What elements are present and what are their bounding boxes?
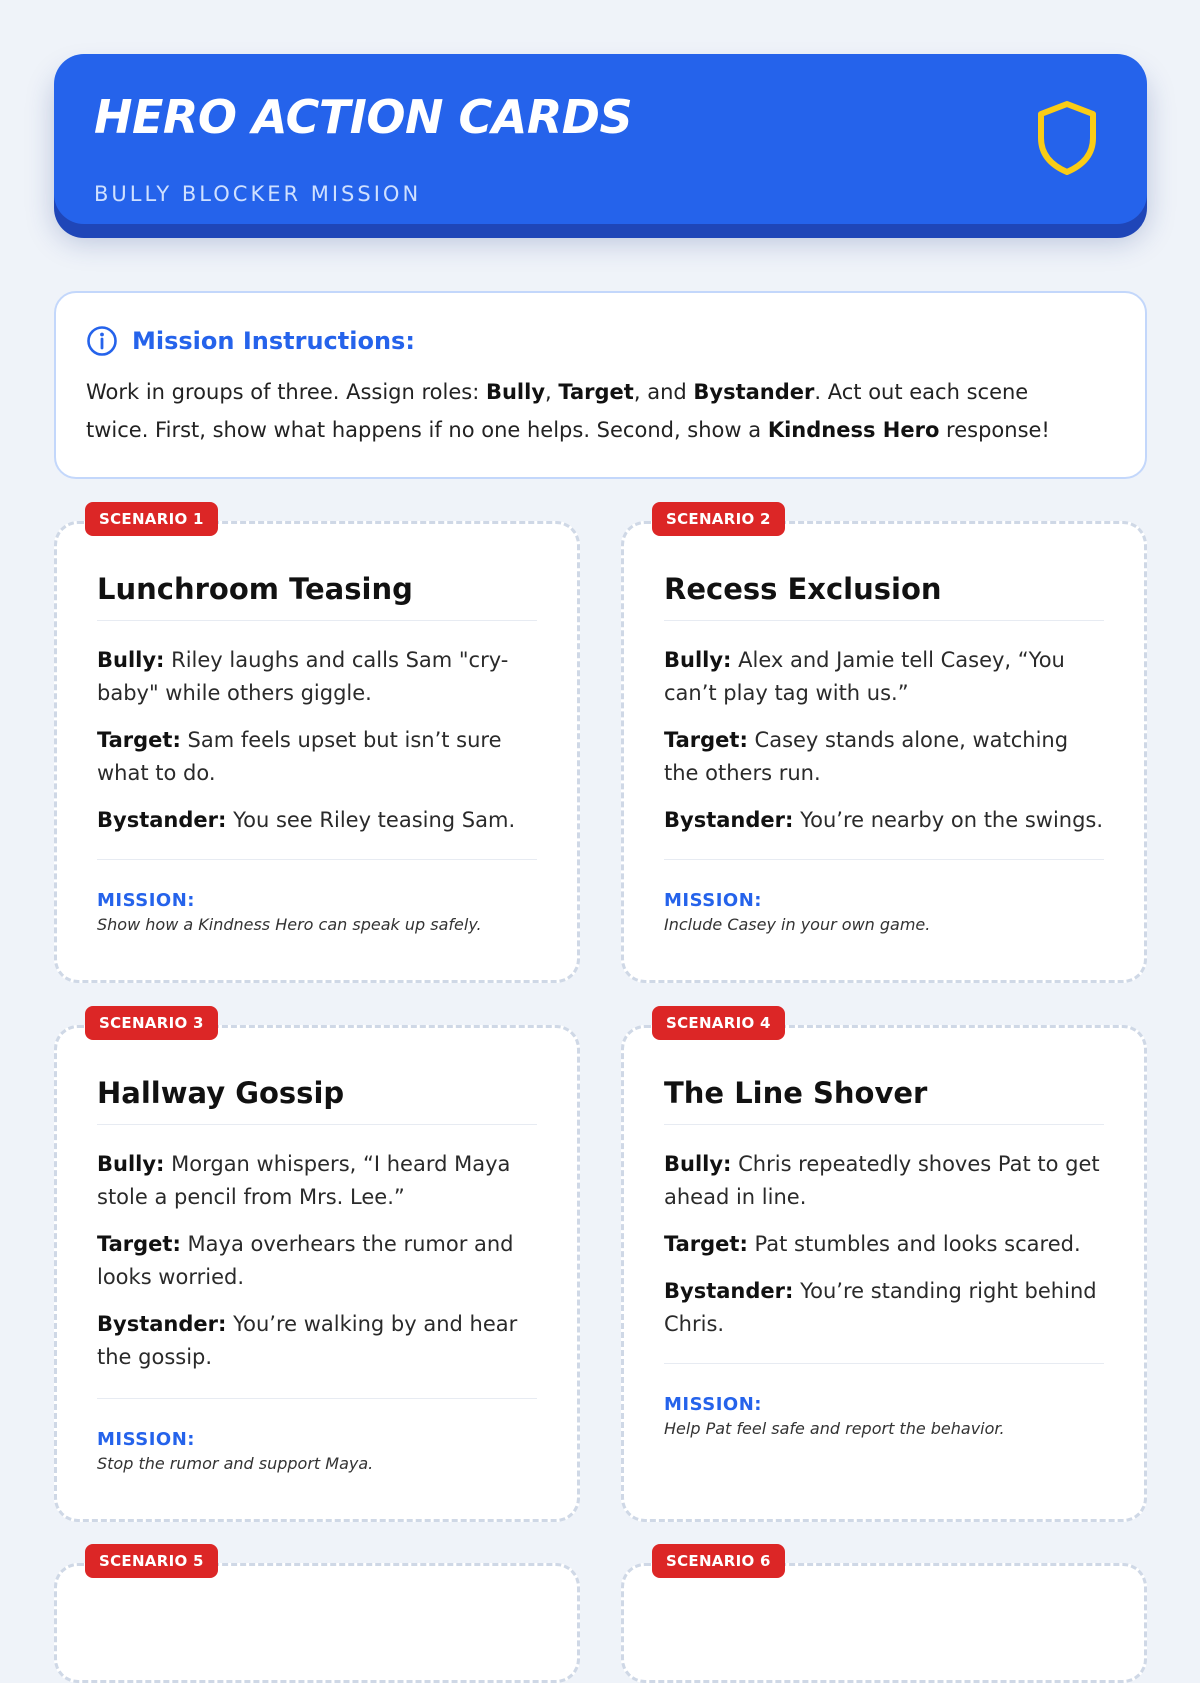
target-line (97, 724, 537, 790)
instructions-text-part: . Act out each scene twice. First, show what happens if no one helps. Second, show a (86, 380, 1029, 442)
mission-text: Include Casey in your own game. (664, 915, 931, 934)
mission-section (97, 859, 537, 934)
scenario-badge: SCENARIO 4 (652, 1006, 785, 1040)
info-icon (86, 325, 118, 357)
bystander-line (664, 804, 1104, 837)
scenario-badge: SCENARIO 3 (85, 1006, 218, 1040)
page-title: HERO ACTION CARDS (94, 90, 633, 144)
scenario-title: Hallway Gossip (97, 1076, 537, 1125)
scenario-roles (97, 1148, 537, 1388)
scenario-title: Recess Exclusion (664, 572, 1104, 621)
scenario-title: The Line Shover (664, 1076, 1104, 1125)
scenario-badge: SCENARIO 5 (85, 1544, 218, 1578)
mission-label: MISSION: (664, 890, 762, 911)
scenario-card (54, 510, 580, 983)
bully-text: Alex and Jamie tell Casey, “You can’t play tag with us.” (664, 648, 1065, 705)
scenario-badge: SCENARIO 2 (652, 502, 785, 536)
target-line (664, 1228, 1104, 1261)
mission-text: Show how a Kindness Hero can speak up safely. (97, 915, 482, 934)
scenario-roles (97, 644, 537, 851)
scenario-badge: SCENARIO 1 (85, 502, 218, 536)
target-line (664, 724, 1104, 790)
bully-text: Chris repeatedly shoves Pat to get ahead in line. (664, 1152, 1100, 1209)
target-text: Casey stands alone, watching the others run. (664, 728, 1069, 785)
bystander-label: Bystander: (664, 1279, 794, 1303)
bystander-text: You see Riley teasing Sam. (226, 808, 516, 832)
target-line (97, 1228, 537, 1294)
bully-label: Bully: (97, 648, 165, 672)
bystander-line (97, 804, 537, 837)
scenario-card (54, 1014, 580, 1522)
role-bully: Bully (485, 380, 546, 404)
target-label: Target: (664, 1232, 748, 1256)
instructions-text-part: , and (633, 380, 694, 404)
mission-label: MISSION: (97, 1429, 195, 1450)
bully-line (97, 644, 537, 710)
target-text: Pat stumbles and looks scared. (747, 1232, 1081, 1256)
bystander-text: You’re nearby on the swings. (793, 808, 1104, 832)
scenario-badge: SCENARIO 6 (652, 1544, 785, 1578)
bystander-label: Bystander: (97, 1312, 227, 1336)
instructions-text-part: response! (939, 418, 1050, 442)
scenario-roles (664, 644, 1104, 851)
bully-label: Bully: (97, 1152, 165, 1176)
bully-text: Morgan whispers, “I heard Maya stole a pencil from Mrs. Lee.” (97, 1152, 511, 1209)
bystander-label: Bystander: (664, 808, 794, 832)
mission-instructions-panel (54, 291, 1147, 479)
role-bystander: Bystander (693, 380, 815, 404)
scenario-roles (664, 1148, 1104, 1355)
mission-label: MISSION: (664, 1394, 762, 1415)
mission-text: Help Pat feel safe and report the behavior. (664, 1419, 1005, 1438)
target-label: Target: (97, 1232, 181, 1256)
bystander-text: You’re walking by and hear the gossip. (97, 1312, 518, 1369)
bystander-label: Bystander: (97, 808, 227, 832)
scenario-title: Lunchroom Teasing (97, 572, 537, 621)
page-header (54, 54, 1147, 224)
instructions-text-part: , (545, 380, 559, 404)
target-label: Target: (97, 728, 181, 752)
scenario-card (621, 1014, 1147, 1522)
instructions-text (86, 373, 1096, 449)
bully-line (97, 1148, 537, 1214)
target-text: Maya overhears the rumor and looks worried. (97, 1232, 514, 1289)
target-text: Sam feels upset but isn’t sure what to do. (97, 728, 502, 785)
role-target: Target (558, 380, 634, 404)
bully-line (664, 644, 1104, 710)
instructions-heading (86, 323, 415, 359)
mission-section (664, 859, 1104, 934)
kindness-hero-term: Kindness Hero (767, 418, 940, 442)
scenario-card (621, 510, 1147, 983)
bystander-line (97, 1308, 537, 1374)
instructions-title: Mission Instructions: (132, 327, 415, 355)
mission-section (97, 1398, 537, 1473)
bystander-line (664, 1275, 1104, 1341)
scenario-card (54, 1552, 580, 1683)
instructions-text-part: Work in groups of three. Assign roles: (86, 380, 486, 404)
bully-line (664, 1148, 1104, 1214)
shield-icon (1035, 100, 1099, 176)
bystander-text: You’re standing right behind Chris. (664, 1279, 1097, 1336)
page-subtitle: BULLY BLOCKER MISSION (94, 182, 422, 206)
mission-section (664, 1363, 1104, 1438)
bully-text: Riley laughs and calls Sam "cry-baby" while others giggle. (97, 648, 509, 705)
scenario-card (621, 1552, 1147, 1683)
mission-label: MISSION: (97, 890, 195, 911)
mission-text: Stop the rumor and support Maya. (97, 1454, 374, 1473)
bully-label: Bully: (664, 1152, 732, 1176)
target-label: Target: (664, 728, 748, 752)
bully-label: Bully: (664, 648, 732, 672)
